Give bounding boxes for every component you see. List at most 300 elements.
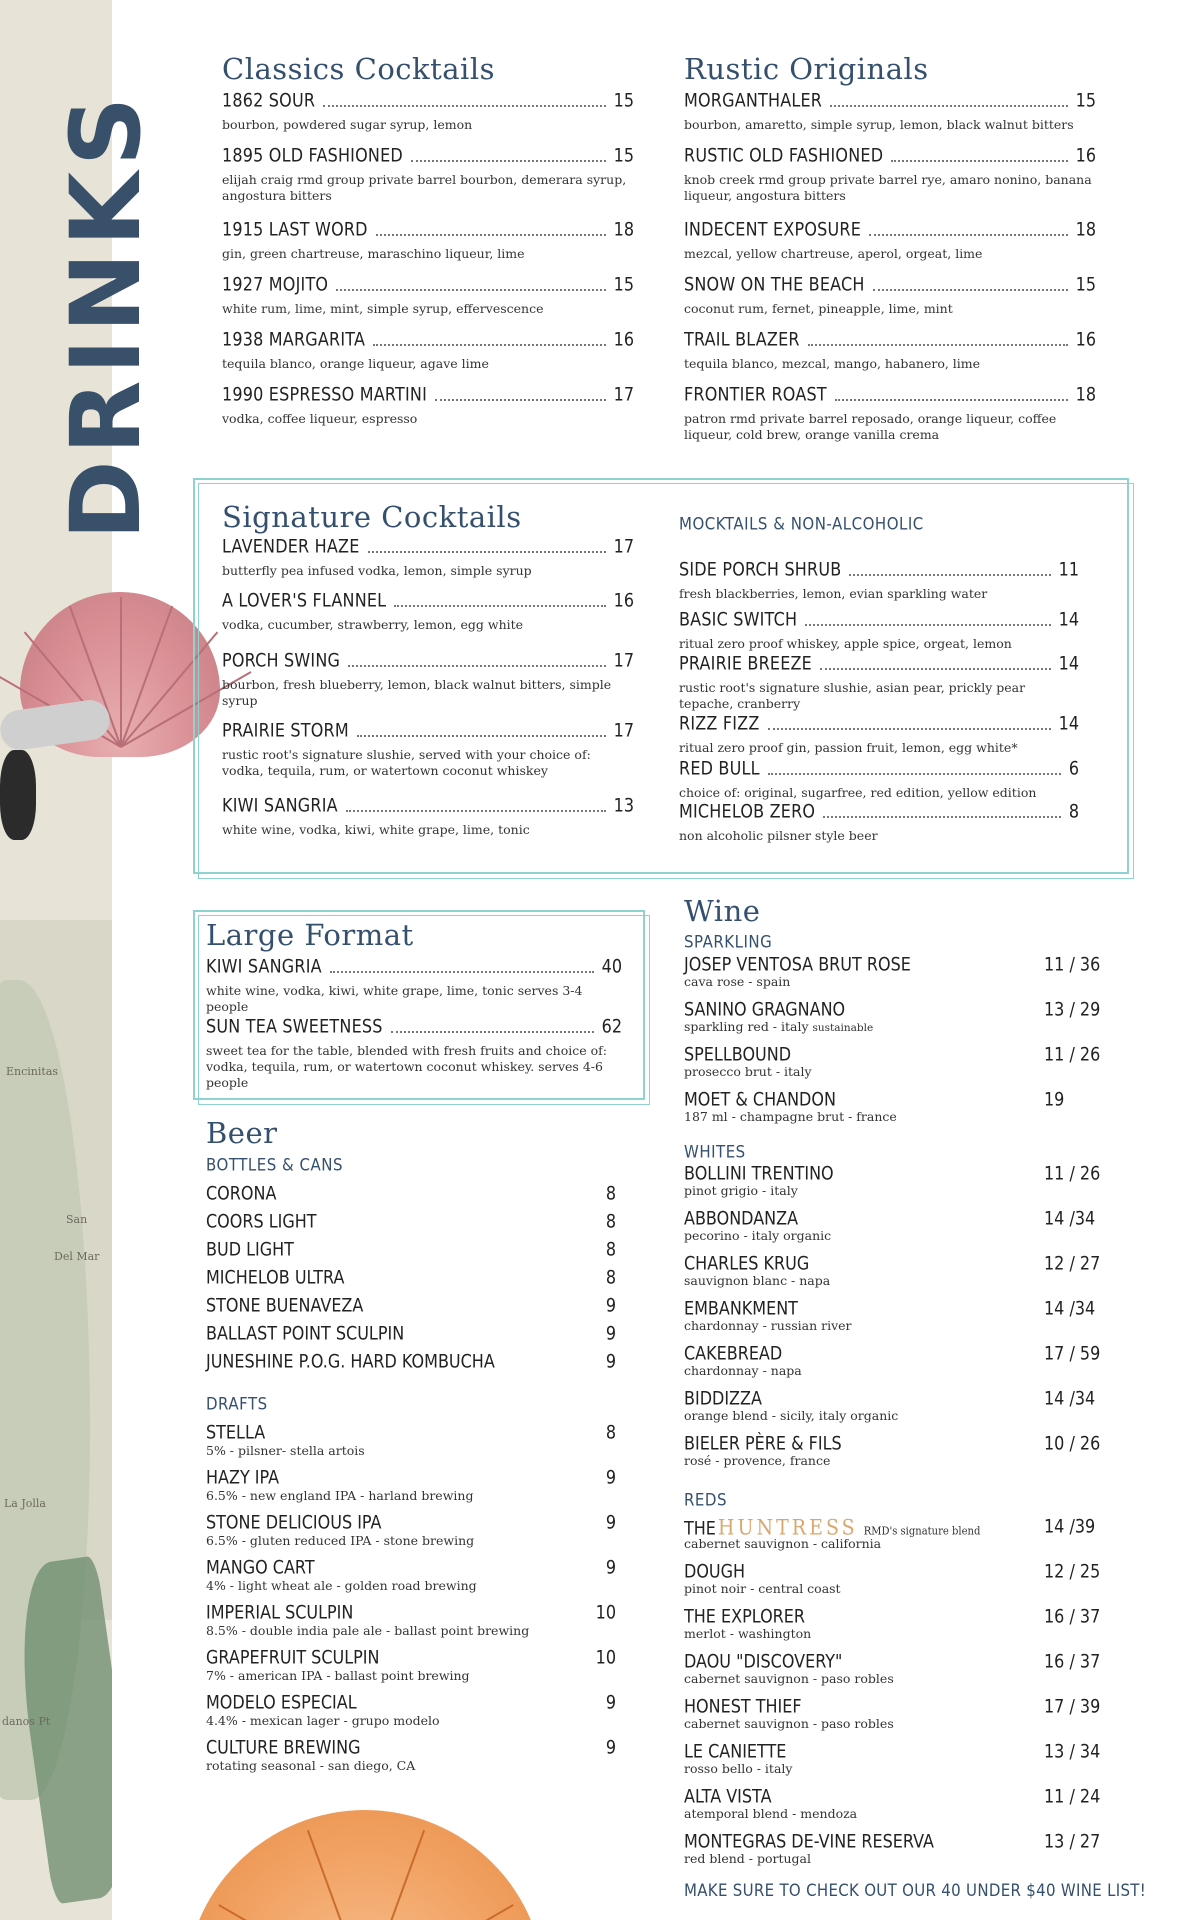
menu-item-price: 15 [1075,273,1096,295]
menu-item-desc: tequila blanco, mezcal, mango, habanero, lime [684,356,981,371]
wine-desc-text: pinot noir - central coast [684,1581,841,1596]
menu-item-price: 8 [1068,800,1079,822]
wine-price: 17 / 39 [1044,1695,1101,1717]
wine-header [684,1162,1104,1184]
menu-item-header [684,328,1096,353]
wine-item [684,1650,1104,1686]
menu-item-price: 14 [1058,652,1079,674]
menu-item-name: MORGANTHALER [684,89,823,111]
beer-price: 9 [605,1556,616,1578]
wine-desc-text: red blend - portugal [684,1851,811,1866]
subsection-title-bottles: BOTTLES & CANS [206,1155,343,1176]
wine-desc-text: pecorino - italy organic [684,1228,832,1243]
menu-item-header [684,273,1096,298]
wine-name: THE EXPLORER [684,1605,805,1627]
wine-price: 12 / 25 [1044,1560,1101,1582]
beer-price: 9 [605,1691,616,1713]
menu-item-price: 17 [613,535,634,557]
wine-desc [684,1581,1104,1596]
menu-item-desc: elijah craig rmd group private barrel bourbon, demerara syrup, angostura bitters [222,172,627,203]
wine-desc-text: merlot - washington [684,1626,812,1641]
wine-item [684,1043,1104,1079]
dotted-leader [376,234,606,236]
huntress-logo: HUNTRESS [717,1515,858,1541]
section-title-signature: Signature Cocktails [222,500,522,534]
menu-item-header [222,794,634,819]
menu-item [679,652,1079,712]
menu-item-header [222,589,634,614]
beer-price: 10 [595,1646,616,1668]
menu-item-name: 1862 SOUR [222,89,316,111]
beer-row [206,1266,616,1288]
menu-item-header [222,719,634,744]
wine-price: 16 / 37 [1044,1605,1101,1627]
wine-name: DAOU "DISCOVERY" [684,1650,843,1672]
beer-name: COORS LIGHT [206,1210,317,1232]
menu-item-header [679,800,1079,825]
wine-item [684,1088,1104,1124]
wine-desc-text: pinot grigio - italy [684,1183,798,1198]
wine-desc-text: chardonnay - russian river [684,1318,852,1333]
menu-item [679,800,1079,844]
menu-item-price: 15 [613,144,634,166]
wine-name: EMBANKMENT [684,1297,798,1319]
beer-name: MANGO CART [206,1556,315,1578]
wine-name: THE HUNTRESS RMD's signature blend [684,1515,981,1541]
wine-item [684,1207,1104,1243]
wine-header [684,1785,1104,1807]
menu-item-name: 1938 MARGARITA [222,328,366,350]
menu-item-name: PORCH SWING [222,649,341,671]
beer-price: 8 [605,1238,616,1260]
menu-item [206,1015,622,1091]
menu-item-name: KIWI SANGRIA [222,794,338,816]
menu-item [684,328,1096,372]
menu-item-header [679,558,1079,583]
menu-item-name: A LOVER'S FLANNEL [222,589,387,611]
menu-item-desc: butterfly pea infused vodka, lemon, simple syrup [222,563,532,578]
beer-row [206,1294,616,1316]
wine-item [684,1695,1104,1731]
menu-item-header [222,328,634,353]
wine-desc-text: cabernet sauvignon - paso robles [684,1716,894,1731]
beer-row [206,1736,616,1758]
wine-name: BOLLINI TRENTINO [684,1162,834,1184]
menu-item-header [206,955,622,980]
menu-item-desc: bourbon, powdered sugar syrup, lemon [222,117,473,132]
menu-item-desc: bourbon, fresh blueberry, lemon, black walnut bitters, simple syrup [222,677,612,708]
wine-price: 13 / 27 [1044,1830,1101,1852]
wine-price: 13 / 34 [1044,1740,1101,1762]
beer-desc: rotating seasonal - san diego, CA [206,1758,416,1773]
section-title-wine: Wine [684,894,761,928]
wine-header [684,1252,1104,1274]
menu-item [222,383,634,427]
wine-item [684,1432,1104,1468]
section-title-mocktails: MOCKTAILS & NON-ALCOHOLIC [679,514,924,535]
dotted-leader [336,289,605,291]
drinks-vertical-title: DRINKS [50,90,162,540]
menu-item [684,383,1096,443]
wine-header [684,998,1104,1020]
wine-item [684,1740,1104,1776]
menu-item-name: 1990 ESPRESSO MARTINI [222,383,428,405]
wine-item [684,1162,1104,1198]
beer-row [206,1322,616,1344]
menu-item-price: 6 [1068,757,1079,779]
menu-item-desc: ritual zero proof gin, passion fruit, lemon, egg white* [679,740,1018,755]
wine-item [684,1785,1104,1821]
wine-header [684,1043,1104,1065]
menu-item-header [222,218,634,243]
menu-item-desc: knob creek rmd group private barrel rye, amaro nonino, banana liqueur, angostura bitters [684,172,1092,203]
menu-item-header [684,218,1096,243]
beer-desc: 6.5% - new england IPA - harland brewing [206,1488,474,1503]
beer-name: STONE DELICIOUS IPA [206,1511,382,1533]
wine-header [684,1560,1104,1582]
wine-price: 11 / 24 [1044,1785,1101,1807]
beer-price: 9 [605,1294,616,1316]
beer-row [206,1350,616,1372]
beer-name: HAZY IPA [206,1466,280,1488]
menu-item-name: BASIC SWITCH [679,608,798,630]
menu-item-price: 16 [1075,144,1096,166]
menu-item [222,89,634,133]
wine-name: SANINO GRAGNANO [684,998,846,1020]
menu-item-header [679,652,1079,677]
menu-item-name: KIWI SANGRIA [206,955,322,977]
menu-item-desc: mezcal, yellow chartreuse, aperol, orgeat, lime [684,246,983,261]
dotted-leader [391,1031,594,1033]
beer-row [206,1691,616,1713]
wine-header [684,1740,1104,1762]
menu-item-price: 18 [1075,383,1096,405]
wine-desc-text: cava rose - spain [684,974,791,989]
wine-desc: cabernet sauvignon - california [684,1536,882,1551]
wine-item [684,1297,1104,1333]
section-title-beer: Beer [206,1116,278,1150]
menu-item-price: 14 [1058,712,1079,734]
wine-header [684,1088,1104,1110]
menu-item-price: 15 [613,89,634,111]
wine-header [684,1432,1104,1454]
beer-row [206,1646,616,1668]
wine-list-callout: MAKE SURE TO CHECK OUT OUR 40 UNDER $40 WINE LIST! [684,1880,1147,1901]
dotted-leader [357,735,606,737]
menu-item [206,955,622,1015]
menu-item-desc: white rum, lime, mint, simple syrup, effervescence [222,301,544,316]
beer-row [206,1466,616,1488]
wine-item [684,1830,1104,1866]
wine-item [684,1560,1104,1596]
subsection-title-reds: REDS [684,1490,727,1511]
wine-price: 16 / 37 [1044,1650,1101,1672]
menu-item [222,273,634,317]
menu-item-header [679,757,1079,782]
wine-price: 14 /34 [1044,1387,1096,1409]
dotted-leader [768,773,1061,775]
menu-item-price: 18 [613,218,634,240]
wine-price: 12 / 27 [1044,1252,1101,1274]
menu-item-price: 17 [613,383,634,405]
menu-item [222,144,634,204]
wine-price: 11 / 26 [1044,1043,1101,1065]
dotted-leader [808,344,1068,346]
map-label: danos Pt [2,1715,51,1728]
wine-price: 13 / 29 [1044,998,1101,1020]
wine-name: ABBONDANZA [684,1207,799,1229]
menu-item-price: 18 [1075,218,1096,240]
menu-item [222,589,634,633]
dotted-leader [805,624,1050,626]
wine-desc-text: atemporal blend - mendoza [684,1806,858,1821]
beer-price: 8 [605,1182,616,1204]
wine-desc-text: cabernet sauvignon - paso robles [684,1671,894,1686]
beer-desc: 7% - american IPA - ballast point brewing [206,1668,470,1683]
beer-name: CORONA [206,1182,277,1204]
wine-header [684,1605,1104,1627]
wine-header [684,1297,1104,1319]
menu-item-header [222,383,634,408]
menu-item [684,144,1096,204]
menu-item-price: 62 [601,1015,622,1037]
beer-name: JUNESHINE P.O.G. HARD KOMBUCHA [206,1350,495,1372]
menu-item-desc: tequila blanco, orange liqueur, agave lime [222,356,489,371]
menu-item-price: 14 [1058,608,1079,630]
menu-item [222,328,634,372]
dotted-leader [823,816,1061,818]
subsection-title-whites: WHITES [684,1142,746,1163]
menu-item-name: 1915 LAST WORD [222,218,368,240]
section-title-large-format: Large Format [206,918,414,952]
beer-row [206,1210,616,1232]
dotted-leader [348,665,606,667]
wine-name: HONEST THIEF [684,1695,802,1717]
menu-item-desc: patron rmd private barrel reposado, orange liqueur, coffee liqueur, cold brew, orange vanilla crema [684,411,1057,442]
menu-item-desc: sweet tea for the table, blended with fresh fruits and choice of: vodka, tequila, rum, or watertown coconut whiskey. serves 4-6 people [206,1043,607,1090]
beer-name: GRAPEFRUIT SCULPIN [206,1646,380,1668]
dotted-leader [849,574,1050,576]
menu-item-price: 40 [601,955,622,977]
menu-item-name: RIZZ FIZZ [679,712,760,734]
menu-item-desc: rustic root's signature slushie, asian pear, prickly pear tepache, cranberry [679,680,1026,711]
beer-desc: 4.4% - mexican lager - grupo modelo [206,1713,440,1728]
menu-item [222,218,634,262]
menu-item-desc: vodka, coffee liqueur, espresso [222,411,418,426]
wine-name: CAKEBREAD [684,1342,783,1364]
beer-price: 8 [605,1266,616,1288]
wine-item [684,953,1104,989]
menu-item [679,608,1079,652]
menu-item-name: 1927 MOJITO [222,273,329,295]
wine-name: DOUGH [684,1560,746,1582]
beer-name: IMPERIAL SCULPIN [206,1601,354,1623]
wine-name: SPELLBOUND [684,1043,792,1065]
menu-item [222,535,634,579]
wine-desc-text: rosso bello - italy [684,1761,793,1776]
menu-item-desc: non alcoholic pilsner style beer [679,828,878,843]
beer-desc: 8.5% - double india pale ale - ballast point brewing [206,1623,530,1638]
beer-price: 9 [605,1736,616,1758]
wine-price: 19 [1044,1088,1065,1110]
wine-name: LE CANIETTE [684,1740,787,1762]
menu-item-price: 11 [1058,558,1079,580]
menu-item-name: TRAIL BLAZER [684,328,800,350]
wine-note: sustainable [812,1022,874,1034]
wine-item [684,998,1104,1034]
wine-desc-text: sauvignon blanc - napa [684,1273,831,1288]
beer-desc: 4% - light wheat ale - golden road brewing [206,1578,477,1593]
menu-item [679,712,1079,756]
dotted-leader [891,160,1067,162]
menu-item-desc: bourbon, amaretto, simple syrup, lemon, black walnut bitters [684,117,1074,132]
beer-name: STONE BUENAVEZA [206,1294,364,1316]
beer-row [206,1182,616,1204]
menu-item-header [684,89,1096,114]
wine-header [684,1342,1104,1364]
wine-desc-text: chardonnay - napa [684,1363,802,1378]
menu-item-price: 17 [613,719,634,741]
beer-row [206,1601,616,1623]
dotted-leader [411,160,606,162]
menu-item-price: 16 [1075,328,1096,350]
dotted-leader [368,551,606,553]
beer-row [206,1556,616,1578]
wine-name: ALTA VISTA [684,1785,772,1807]
menu-item-desc: rustic root's signature slushie, served with your choice of: vodka, tequila, rum, or watertown coconut whiskey [222,747,591,778]
ink-splash-art [0,750,36,840]
menu-item [679,757,1079,801]
beer-price: 10 [595,1601,616,1623]
menu-item-name: INDECENT EXPOSURE [684,218,862,240]
menu-item-desc: choice of: original, sugarfree, red edition, yellow edition [679,785,1037,800]
menu-item [684,218,1096,262]
section-title-classics: Classics Cocktails [222,52,495,86]
wine-price: 11 / 36 [1044,953,1101,975]
dotted-leader [835,399,1068,401]
wine-header [684,1650,1104,1672]
menu-item-desc: white wine, vodka, kiwi, white grape, lime, tonic [222,822,530,837]
wine-desc-text: 187 ml - champagne brut - france [684,1109,897,1124]
beer-name: MODELO ESPECIAL [206,1691,357,1713]
section-title-rustic: Rustic Originals [684,52,929,86]
menu-item-price: 16 [613,589,634,611]
dotted-leader [820,668,1051,670]
wine-desc-text: rosé - provence, france [684,1453,831,1468]
wine-item-huntress [684,1515,1104,1551]
beer-name: BUD LIGHT [206,1238,294,1260]
menu-item [222,649,634,709]
menu-item-name: PRAIRIE BREEZE [679,652,812,674]
menu-item-name: SUN TEA SWEETNESS [206,1015,383,1037]
wine-name: MONTEGRAS DE-VINE RESERVA [684,1830,934,1852]
menu-item [684,89,1096,133]
map-label: Encinitas [6,1065,59,1078]
beer-price: 9 [605,1466,616,1488]
dotted-leader [323,105,605,107]
dotted-leader [869,234,1068,236]
menu-item-header [684,383,1096,408]
menu-item-header [679,608,1079,633]
wine-name: CHARLES KRUG [684,1252,810,1274]
wine-price: 14 /34 [1044,1297,1096,1319]
wine-header [684,1695,1104,1717]
wine-price: 14 /34 [1044,1207,1096,1229]
menu-item-price: 15 [1075,89,1096,111]
beer-price: 9 [605,1350,616,1372]
menu-item-desc: ritual zero proof whiskey, apple spice, orgeat, lemon [679,636,1012,651]
menu-item-header [684,144,1096,169]
menu-item-price: 15 [613,273,634,295]
dotted-leader [873,289,1068,291]
menu-item-price: 17 [613,649,634,671]
menu-item-header [222,649,634,674]
wine-header [684,1830,1104,1852]
subsection-title-sparkling: SPARKLING [684,932,773,953]
menu-item-name: RUSTIC OLD FASHIONED [684,144,884,166]
orange-slice-art [185,1810,545,1920]
menu-item-name: LAVENDER HAZE [222,535,360,557]
beer-desc: 5% - pilsner- stella artois [206,1443,365,1458]
dotted-leader [830,105,1068,107]
menu-item-price: 16 [613,328,634,350]
beer-price: 9 [605,1511,616,1533]
dotted-leader [768,728,1051,730]
map-label: San [66,1213,88,1226]
dotted-leader [373,344,606,346]
menu-item-price: 13 [613,794,634,816]
wine-desc-text: prosecco brut - italy [684,1064,812,1079]
menu-item-name: FRONTIER ROAST [684,383,827,405]
wine-name: BIDDIZZA [684,1387,762,1409]
menu-item-header [222,144,634,169]
wine-name: MOET & CHANDON [684,1088,836,1110]
wine-header [684,1207,1104,1229]
beer-price: 9 [605,1322,616,1344]
dotted-leader [435,399,606,401]
menu-item-desc: gin, green chartreuse, maraschino liqueur, lime [222,246,525,261]
menu-item-header [206,1015,622,1040]
beer-price: 8 [605,1421,616,1443]
beer-name: BALLAST POINT SCULPIN [206,1322,405,1344]
beer-name: STELLA [206,1421,266,1443]
menu-item-desc: fresh blackberries, lemon, evian sparkling water [679,586,988,601]
map-label: Del Mar [54,1250,100,1263]
beer-price: 8 [605,1210,616,1232]
menu-item [679,558,1079,602]
wine-price: 11 / 26 [1044,1162,1101,1184]
wine-name: BIELER PÈRE & FILS [684,1432,842,1454]
menu-item-header [679,712,1079,737]
menu-item-name: MICHELOB ZERO [679,800,816,822]
wine-item [684,1342,1104,1378]
menu-item-name: SIDE PORCH SHRUB [679,558,842,580]
subsection-title-drafts: DRAFTS [206,1394,268,1415]
dotted-leader [330,971,594,973]
menu-item-name: PRAIRIE STORM [222,719,349,741]
wine-price: 10 / 26 [1044,1432,1101,1454]
menu-item-name: SNOW ON THE BEACH [684,273,865,295]
wine-name: JOSEP VENTOSA BRUT ROSE [684,953,911,975]
menu-item [222,794,634,838]
wine-item [684,1252,1104,1288]
beer-desc: 6.5% - gluten reduced IPA - stone brewing [206,1533,475,1548]
menu-item-header [222,273,634,298]
menu-item-header [222,89,634,114]
menu-item-desc: white wine, vodka, kiwi, white grape, lime, tonic serves 3-4 people [206,983,583,1014]
wine-desc-text: orange blend - sicily, italy organic [684,1408,899,1423]
menu-item-header [222,535,634,560]
